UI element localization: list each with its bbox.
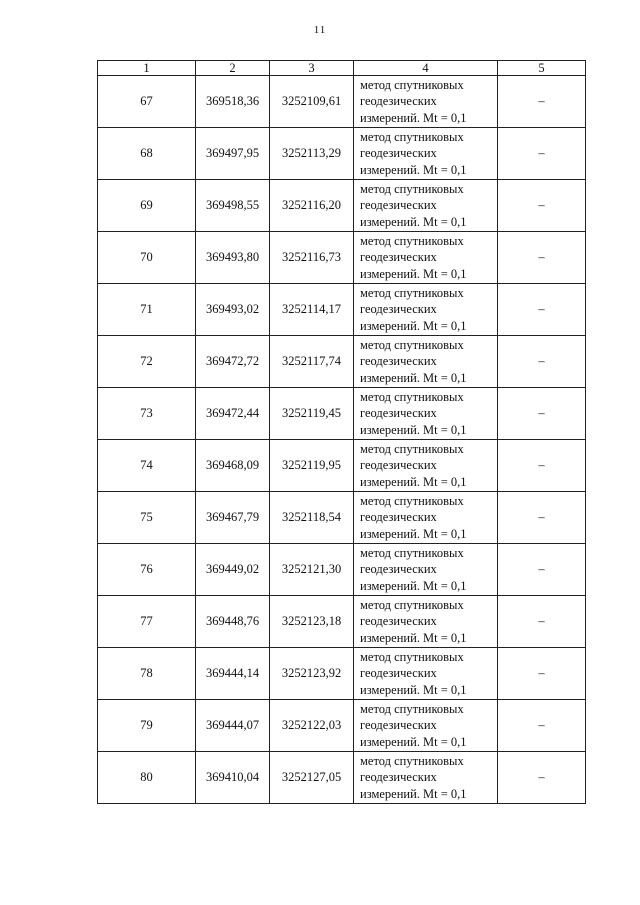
- method-cell: [354, 752, 498, 804]
- y-coordinate-cell: 3252113,29: [270, 128, 354, 180]
- y-coordinate-cell: 3252119,95: [270, 440, 354, 492]
- method-line: метод спутниковых: [360, 441, 464, 456]
- point-number-cell: 76: [98, 544, 196, 596]
- method-line: измерений. Mt = 0,1: [360, 162, 467, 177]
- method-line: метод спутниковых: [360, 77, 464, 92]
- note-cell: –: [498, 596, 586, 648]
- method-cell: [354, 440, 498, 492]
- method-line: измерений. Mt = 0,1: [360, 474, 467, 489]
- method-line: метод спутниковых: [360, 181, 464, 196]
- x-coordinate-cell: 369493,80: [196, 232, 270, 284]
- y-coordinate-cell: 3252122,03: [270, 700, 354, 752]
- table-row: [98, 336, 586, 388]
- method-line: измерений. Mt = 0,1: [360, 318, 467, 333]
- x-coordinate-cell: 369493,02: [196, 284, 270, 336]
- method-line: геодезических: [360, 406, 437, 421]
- note-cell: –: [498, 128, 586, 180]
- x-coordinate-cell: 369518,36: [196, 76, 270, 128]
- note-cell: –: [498, 388, 586, 440]
- method-line: метод спутниковых: [360, 233, 464, 248]
- method-cell: [354, 180, 498, 232]
- point-number-cell: 70: [98, 232, 196, 284]
- method-cell: [354, 284, 498, 336]
- x-coordinate-cell: 369448,76: [196, 596, 270, 648]
- note-cell: –: [498, 336, 586, 388]
- method-line: измерений. Mt = 0,1: [360, 266, 467, 281]
- method-line: геодезических: [360, 770, 437, 785]
- point-number-cell: 67: [98, 76, 196, 128]
- method-cell: [354, 232, 498, 284]
- method-line: геодезических: [360, 510, 437, 525]
- method-line: измерений. Mt = 0,1: [360, 786, 467, 801]
- y-coordinate-cell: 3252114,17: [270, 284, 354, 336]
- method-line: геодезических: [360, 198, 437, 213]
- note-cell: –: [498, 232, 586, 284]
- note-cell: –: [498, 76, 586, 128]
- x-coordinate-cell: 369497,95: [196, 128, 270, 180]
- method-cell: [354, 128, 498, 180]
- y-coordinate-cell: 3252123,18: [270, 596, 354, 648]
- header-col-1: 1: [98, 61, 196, 76]
- method-cell: [354, 544, 498, 596]
- y-coordinate-cell: 3252123,92: [270, 648, 354, 700]
- header-col-5: 5: [498, 61, 586, 76]
- table-row: [98, 128, 586, 180]
- method-line: метод спутниковых: [360, 753, 464, 768]
- method-line: метод спутниковых: [360, 545, 464, 560]
- method-line: геодезических: [360, 354, 437, 369]
- method-cell: [354, 596, 498, 648]
- x-coordinate-cell: 369449,02: [196, 544, 270, 596]
- note-cell: –: [498, 544, 586, 596]
- y-coordinate-cell: 3252119,45: [270, 388, 354, 440]
- y-coordinate-cell: 3252109,61: [270, 76, 354, 128]
- point-number-cell: 75: [98, 492, 196, 544]
- x-coordinate-cell: 369444,14: [196, 648, 270, 700]
- table-row: [98, 76, 586, 128]
- method-line: измерений. Mt = 0,1: [360, 682, 467, 697]
- method-line: геодезических: [360, 458, 437, 473]
- method-line: измерений. Mt = 0,1: [360, 422, 467, 437]
- table-row: [98, 544, 586, 596]
- x-coordinate-cell: 369472,72: [196, 336, 270, 388]
- point-number-cell: 78: [98, 648, 196, 700]
- method-cell: [354, 76, 498, 128]
- method-line: геодезических: [360, 562, 437, 577]
- note-cell: –: [498, 180, 586, 232]
- point-number-cell: 68: [98, 128, 196, 180]
- table-body: [98, 76, 586, 804]
- method-line: измерений. Mt = 0,1: [360, 370, 467, 385]
- x-coordinate-cell: 369467,79: [196, 492, 270, 544]
- method-line: геодезических: [360, 614, 437, 629]
- x-coordinate-cell: 369498,55: [196, 180, 270, 232]
- page-number: 11: [313, 24, 327, 36]
- y-coordinate-cell: 3252118,54: [270, 492, 354, 544]
- note-cell: –: [498, 284, 586, 336]
- method-line: измерений. Mt = 0,1: [360, 110, 467, 125]
- method-line: метод спутниковых: [360, 129, 464, 144]
- method-line: метод спутниковых: [360, 597, 464, 612]
- point-number-cell: 74: [98, 440, 196, 492]
- table-row: [98, 232, 586, 284]
- table-header: [98, 61, 586, 76]
- point-number-cell: 80: [98, 752, 196, 804]
- method-line: геодезических: [360, 718, 437, 733]
- method-cell: [354, 492, 498, 544]
- method-line: геодезических: [360, 250, 437, 265]
- x-coordinate-cell: 369444,07: [196, 700, 270, 752]
- coordinates-table: [97, 60, 586, 804]
- note-cell: –: [498, 752, 586, 804]
- method-cell: [354, 648, 498, 700]
- note-cell: –: [498, 492, 586, 544]
- y-coordinate-cell: 3252116,20: [270, 180, 354, 232]
- point-number-cell: 73: [98, 388, 196, 440]
- point-number-cell: 69: [98, 180, 196, 232]
- method-cell: [354, 388, 498, 440]
- table-row: [98, 700, 586, 752]
- table-row: [98, 492, 586, 544]
- method-line: метод спутниковых: [360, 649, 464, 664]
- note-cell: –: [498, 700, 586, 752]
- table-row: [98, 180, 586, 232]
- table-row: [98, 440, 586, 492]
- y-coordinate-cell: 3252116,73: [270, 232, 354, 284]
- method-cell: [354, 700, 498, 752]
- point-number-cell: 79: [98, 700, 196, 752]
- method-cell: [354, 336, 498, 388]
- method-line: метод спутниковых: [360, 389, 464, 404]
- method-line: измерений. Mt = 0,1: [360, 526, 467, 541]
- table-row: [98, 648, 586, 700]
- method-line: измерений. Mt = 0,1: [360, 734, 467, 749]
- header-col-2: 2: [196, 61, 270, 76]
- method-line: метод спутниковых: [360, 285, 464, 300]
- point-number-cell: 72: [98, 336, 196, 388]
- method-line: измерений. Mt = 0,1: [360, 630, 467, 645]
- point-number-cell: 71: [98, 284, 196, 336]
- x-coordinate-cell: 369468,09: [196, 440, 270, 492]
- method-line: метод спутниковых: [360, 701, 464, 716]
- method-line: измерений. Mt = 0,1: [360, 214, 467, 229]
- table-row: [98, 388, 586, 440]
- method-line: геодезических: [360, 302, 437, 317]
- method-line: измерений. Mt = 0,1: [360, 578, 467, 593]
- table-row: [98, 752, 586, 804]
- table-row: [98, 596, 586, 648]
- method-line: метод спутниковых: [360, 337, 464, 352]
- note-cell: –: [498, 648, 586, 700]
- method-line: метод спутниковых: [360, 493, 464, 508]
- note-cell: –: [498, 440, 586, 492]
- y-coordinate-cell: 3252127,05: [270, 752, 354, 804]
- header-col-4: 4: [354, 61, 498, 76]
- point-number-cell: 77: [98, 596, 196, 648]
- method-line: геодезических: [360, 146, 437, 161]
- y-coordinate-cell: 3252117,74: [270, 336, 354, 388]
- table-row: [98, 284, 586, 336]
- x-coordinate-cell: 369472,44: [196, 388, 270, 440]
- method-line: геодезических: [360, 94, 437, 109]
- method-line: геодезических: [360, 666, 437, 681]
- header-row: [98, 61, 586, 76]
- x-coordinate-cell: 369410,04: [196, 752, 270, 804]
- y-coordinate-cell: 3252121,30: [270, 544, 354, 596]
- header-col-3: 3: [270, 61, 354, 76]
